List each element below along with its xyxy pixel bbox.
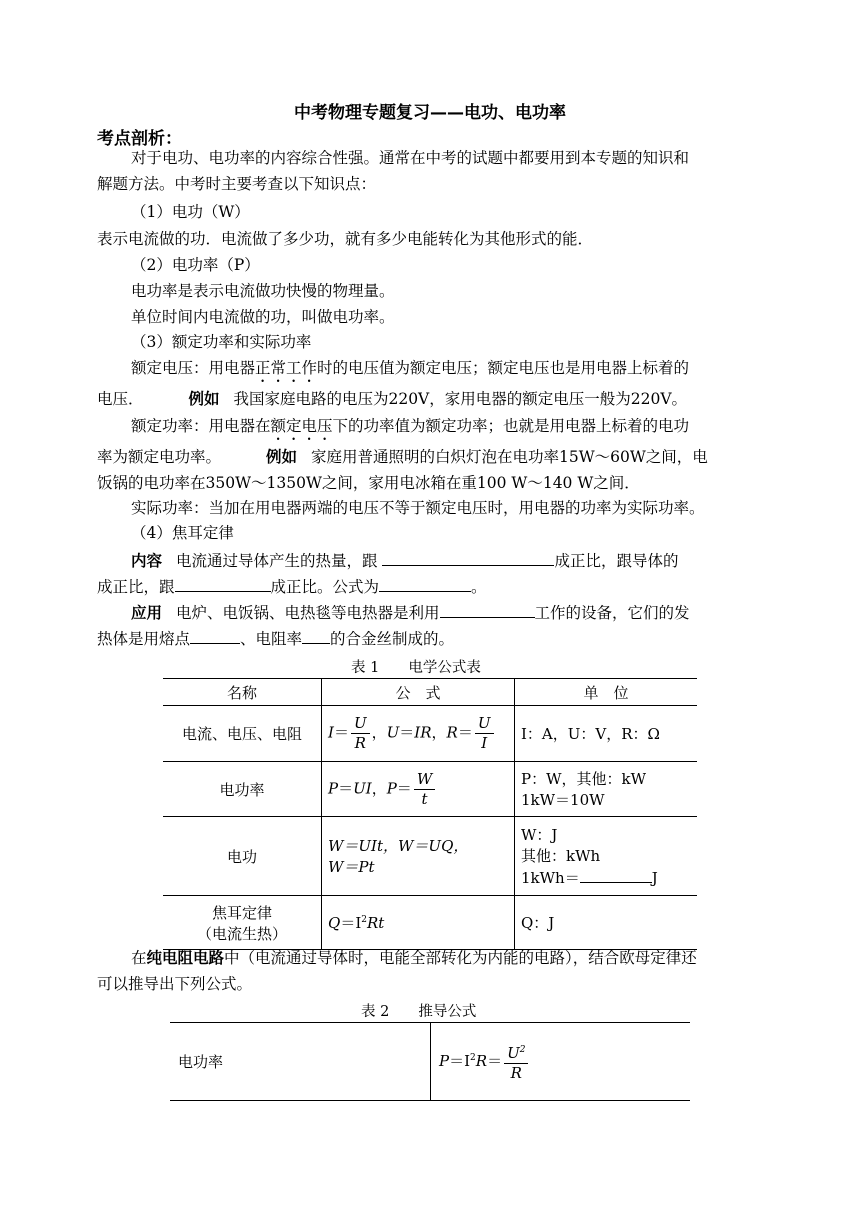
fill-blank[interactable] xyxy=(580,866,652,883)
rated-voltage-line2-post: 我国家庭电路的电压为220V，家用电器的额定电压一般为220V。 xyxy=(233,390,688,408)
formula-line: W＝UIt，W＝UQ， xyxy=(328,837,469,855)
pure-resistance-pre: 在 xyxy=(131,949,147,967)
joule-c2: 成正比，跟导体的 xyxy=(554,552,679,570)
joule-a2: 工作的设备，它们的发 xyxy=(534,604,690,622)
table-header-row xyxy=(163,679,697,706)
rated-power-line2-pre: 率为额定电功率。 xyxy=(97,448,222,466)
item2-text-1: 电功率是表示电流做功快慢的物理量。 xyxy=(131,282,395,300)
derived-formula-table xyxy=(170,1022,690,1101)
fraction-u-r: $\frac{U}{R}$ xyxy=(351,714,370,753)
table-row xyxy=(163,706,697,762)
table1-caption: 表 1 电学公式表 xyxy=(351,660,481,676)
item2-heading: （2）电功率（P） xyxy=(131,256,260,274)
intro-line-1: 对于电功、电功率的内容综合性强。通常在中考的试题中都要用到本专题的知识和 xyxy=(131,149,690,167)
page-title: 中考物理专题复习——电功、电功率 xyxy=(294,103,566,123)
row-unit: I：A，U：V，R：Ω xyxy=(515,706,698,762)
header-formula: 公 式 xyxy=(322,679,515,706)
item4-heading: （4）焦耳定律 xyxy=(131,524,234,542)
row-unit xyxy=(515,817,698,896)
joule-application-line-2 xyxy=(97,627,454,650)
fill-blank[interactable] xyxy=(175,575,271,592)
joule-a3: 热体是用熔点 xyxy=(97,630,191,648)
item1-heading: （1）电功（W） xyxy=(131,203,250,221)
content-label: 内容 xyxy=(131,551,163,570)
row-formula: P＝UI，P＝ $\frac{W}{t}$ xyxy=(322,762,515,817)
fill-blank[interactable] xyxy=(379,575,471,592)
row-name xyxy=(163,896,322,950)
row-unit: Q：J xyxy=(515,896,698,950)
joule-content-line-1 xyxy=(131,549,678,572)
row-formula: $Q=I^2Rt$ xyxy=(322,896,515,950)
application-label: 应用 xyxy=(131,603,163,622)
header-name: 名称 xyxy=(163,679,322,706)
unit-line: 其他：kWh xyxy=(521,847,601,865)
fraction-w-t: $\frac{W}{t}$ xyxy=(414,770,435,809)
joule-c1: 电流通过导体产生的热量，跟 xyxy=(176,552,378,570)
rated-voltage-emphasis: 正常工作 xyxy=(255,359,318,377)
formula-table xyxy=(163,678,697,950)
row-unit xyxy=(515,762,698,817)
unit-line3-post: J xyxy=(651,869,658,887)
unit-line: P：W，其他：kW xyxy=(521,770,647,788)
rated-voltage-post: 时的电压值为额定电压；额定电压也是用电器上标着的 xyxy=(317,359,690,377)
rated-voltage-line-2 xyxy=(97,388,687,410)
rated-voltage-line2-pre: 电压． xyxy=(97,390,144,408)
name-line: 焦耳定律 xyxy=(211,903,272,922)
pure-resistance-line-2: 可以推导出下列公式。 xyxy=(97,975,253,993)
joule-c5: 。 xyxy=(471,578,487,596)
item3-heading: （3）额定功率和实际功率 xyxy=(131,333,312,351)
rated-power-line-2 xyxy=(97,446,708,468)
actual-power: 实际功率：当加在用电器两端的电压不等于额定电压时，用电器的功率为实际功率。 xyxy=(131,499,705,517)
pure-resistance-post: 中（电流通过导体时，电能全部转化为内能的电路），结合欧母定律还 xyxy=(224,949,697,967)
rated-power-emphasis: 额定电压 xyxy=(270,417,333,435)
fill-blank[interactable] xyxy=(302,627,330,644)
unit-line: 1kW＝10W xyxy=(521,791,605,809)
unit-line xyxy=(521,866,691,888)
rated-power-line-3: 饭锅的电功率在350W～1350W之间，家用电冰箱在重100 W～140 W之间． xyxy=(97,474,640,492)
fill-blank[interactable] xyxy=(190,627,240,644)
formula-line: W＝Pt xyxy=(328,858,375,876)
example-label: 例如 xyxy=(265,447,297,466)
joule-c4: 成正比。公式为 xyxy=(270,578,380,596)
joule-content-line-2 xyxy=(97,575,487,598)
row-name: 电功率 xyxy=(163,762,322,817)
rated-power-post: 下的功率值为额定功率；也就是用电器上标着的电功 xyxy=(332,417,690,435)
joule-a4: 、电阻率 xyxy=(240,630,303,648)
row-formula: I＝ $\frac{U}{R}$ ，U＝IR，R＝ $\frac{U}{I}$ xyxy=(322,706,515,762)
table-row xyxy=(163,817,697,896)
rated-voltage-line-1 xyxy=(131,357,689,386)
rated-power-line-1 xyxy=(131,415,689,444)
fraction-u-i: $\frac{U}{I}$ xyxy=(475,714,494,753)
intro-line-2: 解题方法。中考时主要考查以下知识点： xyxy=(97,175,377,193)
row-name: 电功 xyxy=(163,817,322,896)
joule-a1: 电炉、电饭锅、电热毯等电热器是利用 xyxy=(176,604,440,622)
rated-power-line2-post: 家庭用普通照明的白炽灯泡在电功率15W～60W之间，电 xyxy=(310,448,708,466)
example-label: 例如 xyxy=(188,389,220,408)
joule-application-line-1 xyxy=(131,601,690,624)
fraction-u2-r: $\frac{U^2}{R}$ xyxy=(504,1041,528,1083)
section-heading: 考点剖析： xyxy=(97,129,182,149)
rated-voltage-pre: 额定电压：用电器 xyxy=(131,359,256,377)
row-formula xyxy=(322,817,515,896)
table-row xyxy=(170,1023,690,1101)
table-row xyxy=(163,762,697,817)
row-name: 电功率 xyxy=(170,1023,431,1101)
row-name: 电流、电压、电阻 xyxy=(163,706,322,762)
row-formula: $P=I^2R=$ $\frac{U^2}{R}$ xyxy=(431,1023,691,1101)
table-row xyxy=(163,896,697,950)
header-unit: 单 位 xyxy=(515,679,698,706)
item1-text: 表示电流做的功．电流做了多少功，就有多少电能转化为其他形式的能． xyxy=(97,230,594,248)
item2-text-2: 单位时间内电流做的功，叫做电功率。 xyxy=(131,308,395,326)
fill-blank[interactable] xyxy=(382,549,554,566)
joule-c3: 成正比，跟 xyxy=(97,578,175,596)
unit-line3-pre: 1kWh＝ xyxy=(521,869,580,887)
pure-resistance-line-1 xyxy=(131,947,697,969)
joule-a5: 的合金丝制成的。 xyxy=(330,630,455,648)
unit-line: W：J xyxy=(521,826,558,844)
table2-caption: 表 2 推导公式 xyxy=(361,1004,477,1020)
pure-resistance-bold: 纯电阻电路 xyxy=(146,948,225,967)
fill-blank[interactable] xyxy=(440,601,535,618)
name-line: （电流生热） xyxy=(196,924,287,943)
rated-power-pre: 额定功率：用电器在 xyxy=(131,417,271,435)
